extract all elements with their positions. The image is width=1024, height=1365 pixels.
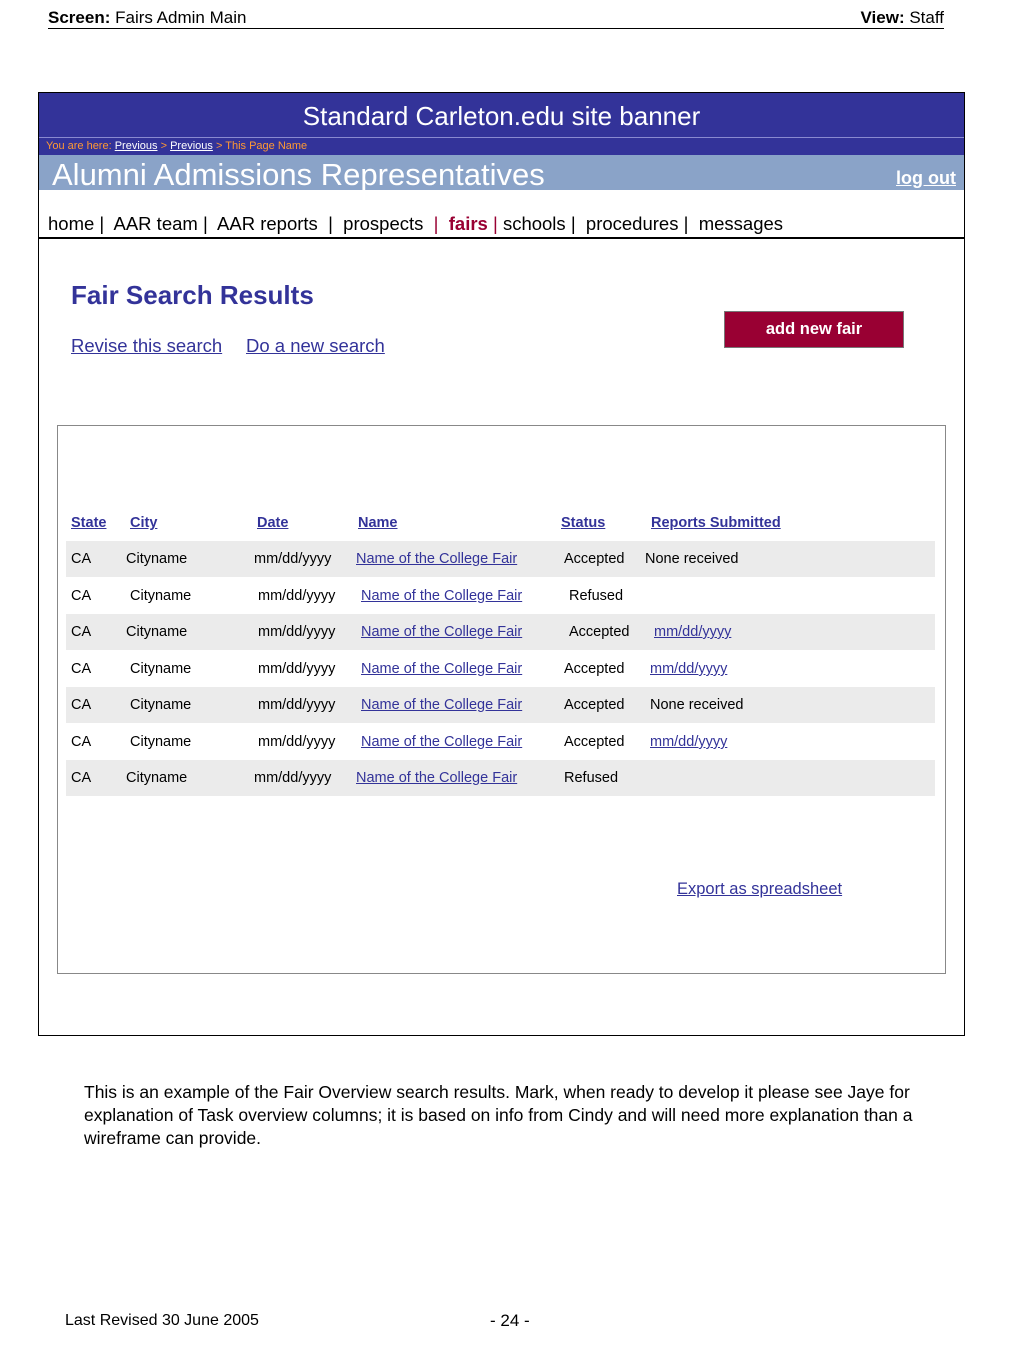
breadcrumb-separator: > — [160, 140, 168, 152]
page-number: - 24 - — [490, 1311, 530, 1330]
results-panel — [57, 425, 946, 974]
nav-home[interactable]: home — [48, 213, 95, 234]
cell-state: CA — [71, 588, 92, 604]
table-row — [66, 541, 935, 577]
cell-status: Accepted — [564, 697, 625, 713]
cell-status: Accepted — [569, 624, 630, 640]
revise-search-link[interactable]: Revise this search — [71, 335, 223, 356]
cell-reports: None received — [645, 551, 739, 567]
cell-state: CA — [71, 697, 92, 713]
view-name — [861, 8, 944, 28]
column-header-status[interactable]: Status — [561, 515, 606, 531]
site-banner — [39, 93, 964, 155]
nav-fairs[interactable]: fairs — [448, 213, 488, 234]
screen-value: Fairs Admin Main — [115, 8, 247, 27]
cell-reports-date-link[interactable]: mm/dd/yyyy — [650, 661, 728, 677]
table-row — [66, 724, 935, 760]
cell-city: Cityname — [130, 734, 192, 750]
breadcrumb-separator: > — [215, 140, 223, 152]
main-nav — [48, 213, 783, 235]
nav-procedures[interactable]: procedures — [585, 213, 679, 234]
banner-title: Standard Carleton.edu site banner — [302, 101, 701, 131]
nav-separator: | — [492, 213, 498, 234]
cell-state: CA — [71, 551, 92, 567]
nav-separator: | — [570, 213, 576, 234]
wireframe-frame — [38, 92, 965, 1036]
nav-messages[interactable]: messages — [698, 213, 784, 234]
nav-separator: | — [433, 213, 439, 234]
cell-city: Cityname — [126, 624, 188, 640]
nav-aar-reports[interactable]: AAR reports — [217, 213, 318, 234]
table-row — [66, 578, 935, 614]
last-revised: Last Revised 30 June 2005 — [65, 1312, 259, 1329]
banner-divider — [39, 137, 964, 138]
cell-state: CA — [71, 770, 92, 786]
cell-status: Refused — [569, 588, 624, 604]
cell-status: Accepted — [564, 734, 625, 750]
cell-fair-name-link[interactable]: Name of the College Fair — [356, 551, 518, 567]
screen-name — [48, 8, 246, 28]
breadcrumb — [46, 140, 307, 152]
cell-reports-date-link[interactable]: mm/dd/yyyy — [654, 624, 732, 640]
cell-fair-name-link[interactable]: Name of the College Fair — [361, 661, 523, 677]
cell-state: CA — [71, 661, 92, 677]
cell-city: Cityname — [130, 697, 192, 713]
new-search-link[interactable]: Do a new search — [246, 335, 385, 356]
document-header — [48, 8, 944, 29]
cell-state: CA — [71, 734, 92, 750]
annotation-note: This is an example of the Fair Overview search results. Mark, when ready to develop it please see Jaye for explanation of Task overview columns; it is based on info from Cindy and will need more explanation than a wireframe can provide. — [84, 1082, 913, 1148]
export-spreadsheet-link[interactable]: Export as spreadsheet — [677, 880, 843, 898]
site-subbanner — [39, 155, 964, 190]
table-row — [66, 614, 935, 650]
column-header-name[interactable]: Name — [358, 515, 398, 531]
nav-separator: | — [202, 213, 208, 234]
screen-label: Screen: — [48, 8, 111, 27]
logout-link[interactable]: log out — [896, 168, 956, 188]
column-header-city[interactable]: City — [130, 515, 158, 531]
cell-status: Accepted — [564, 661, 625, 677]
column-header-date[interactable]: Date — [257, 515, 289, 531]
column-header-state[interactable]: State — [71, 515, 107, 531]
cell-fair-name-link[interactable]: Name of the College Fair — [356, 770, 518, 786]
nav-schools[interactable]: schools — [502, 213, 566, 234]
cell-status: Refused — [564, 770, 619, 786]
cell-fair-name-link[interactable]: Name of the College Fair — [361, 624, 523, 640]
cell-date: mm/dd/yyyy — [258, 588, 336, 604]
nav-separator: | — [328, 213, 333, 234]
view-label: View: — [860, 8, 905, 27]
cell-status: Accepted — [564, 551, 625, 567]
nav-divider — [39, 237, 964, 239]
table-row — [66, 651, 935, 687]
cell-date: mm/dd/yyyy — [258, 661, 336, 677]
cell-date: mm/dd/yyyy — [254, 551, 332, 567]
nav-separator: | — [99, 213, 105, 234]
page-title: Fair Search Results — [71, 280, 314, 310]
cell-reports: None received — [650, 697, 744, 713]
view-value: Staff — [909, 8, 944, 27]
cell-date: mm/dd/yyyy — [258, 734, 336, 750]
column-header-reports-submitted[interactable]: Reports Submitted — [651, 515, 781, 531]
cell-fair-name-link[interactable]: Name of the College Fair — [361, 734, 523, 750]
breadcrumb-current: This Page Name — [225, 140, 308, 152]
cell-reports-date-link[interactable]: mm/dd/yyyy — [650, 734, 728, 750]
site-title: Alumni Admissions Representatives — [52, 157, 545, 192]
cell-date: mm/dd/yyyy — [258, 697, 336, 713]
cell-fair-name-link[interactable]: Name of the College Fair — [361, 588, 523, 604]
cell-city: Cityname — [130, 661, 192, 677]
cell-date: mm/dd/yyyy — [258, 624, 336, 640]
cell-city: Cityname — [126, 770, 188, 786]
table-row — [66, 687, 935, 723]
table-row — [66, 760, 935, 796]
nav-separator: | — [683, 213, 689, 234]
cell-city: Cityname — [130, 588, 192, 604]
nav-aar-team[interactable]: AAR team — [113, 213, 198, 234]
breadcrumb-link-previous-1[interactable]: Previous — [114, 140, 158, 152]
add-new-fair-button[interactable]: add new fair — [724, 311, 904, 348]
nav-prospects[interactable]: prospects — [343, 213, 424, 234]
cell-city: Cityname — [126, 551, 188, 567]
cell-date: mm/dd/yyyy — [254, 770, 332, 786]
breadcrumb-link-previous-2[interactable]: Previous — [170, 140, 213, 152]
cell-state: CA — [71, 624, 92, 640]
breadcrumb-prefix: You are here: — [46, 140, 112, 152]
cell-fair-name-link[interactable]: Name of the College Fair — [361, 697, 523, 713]
